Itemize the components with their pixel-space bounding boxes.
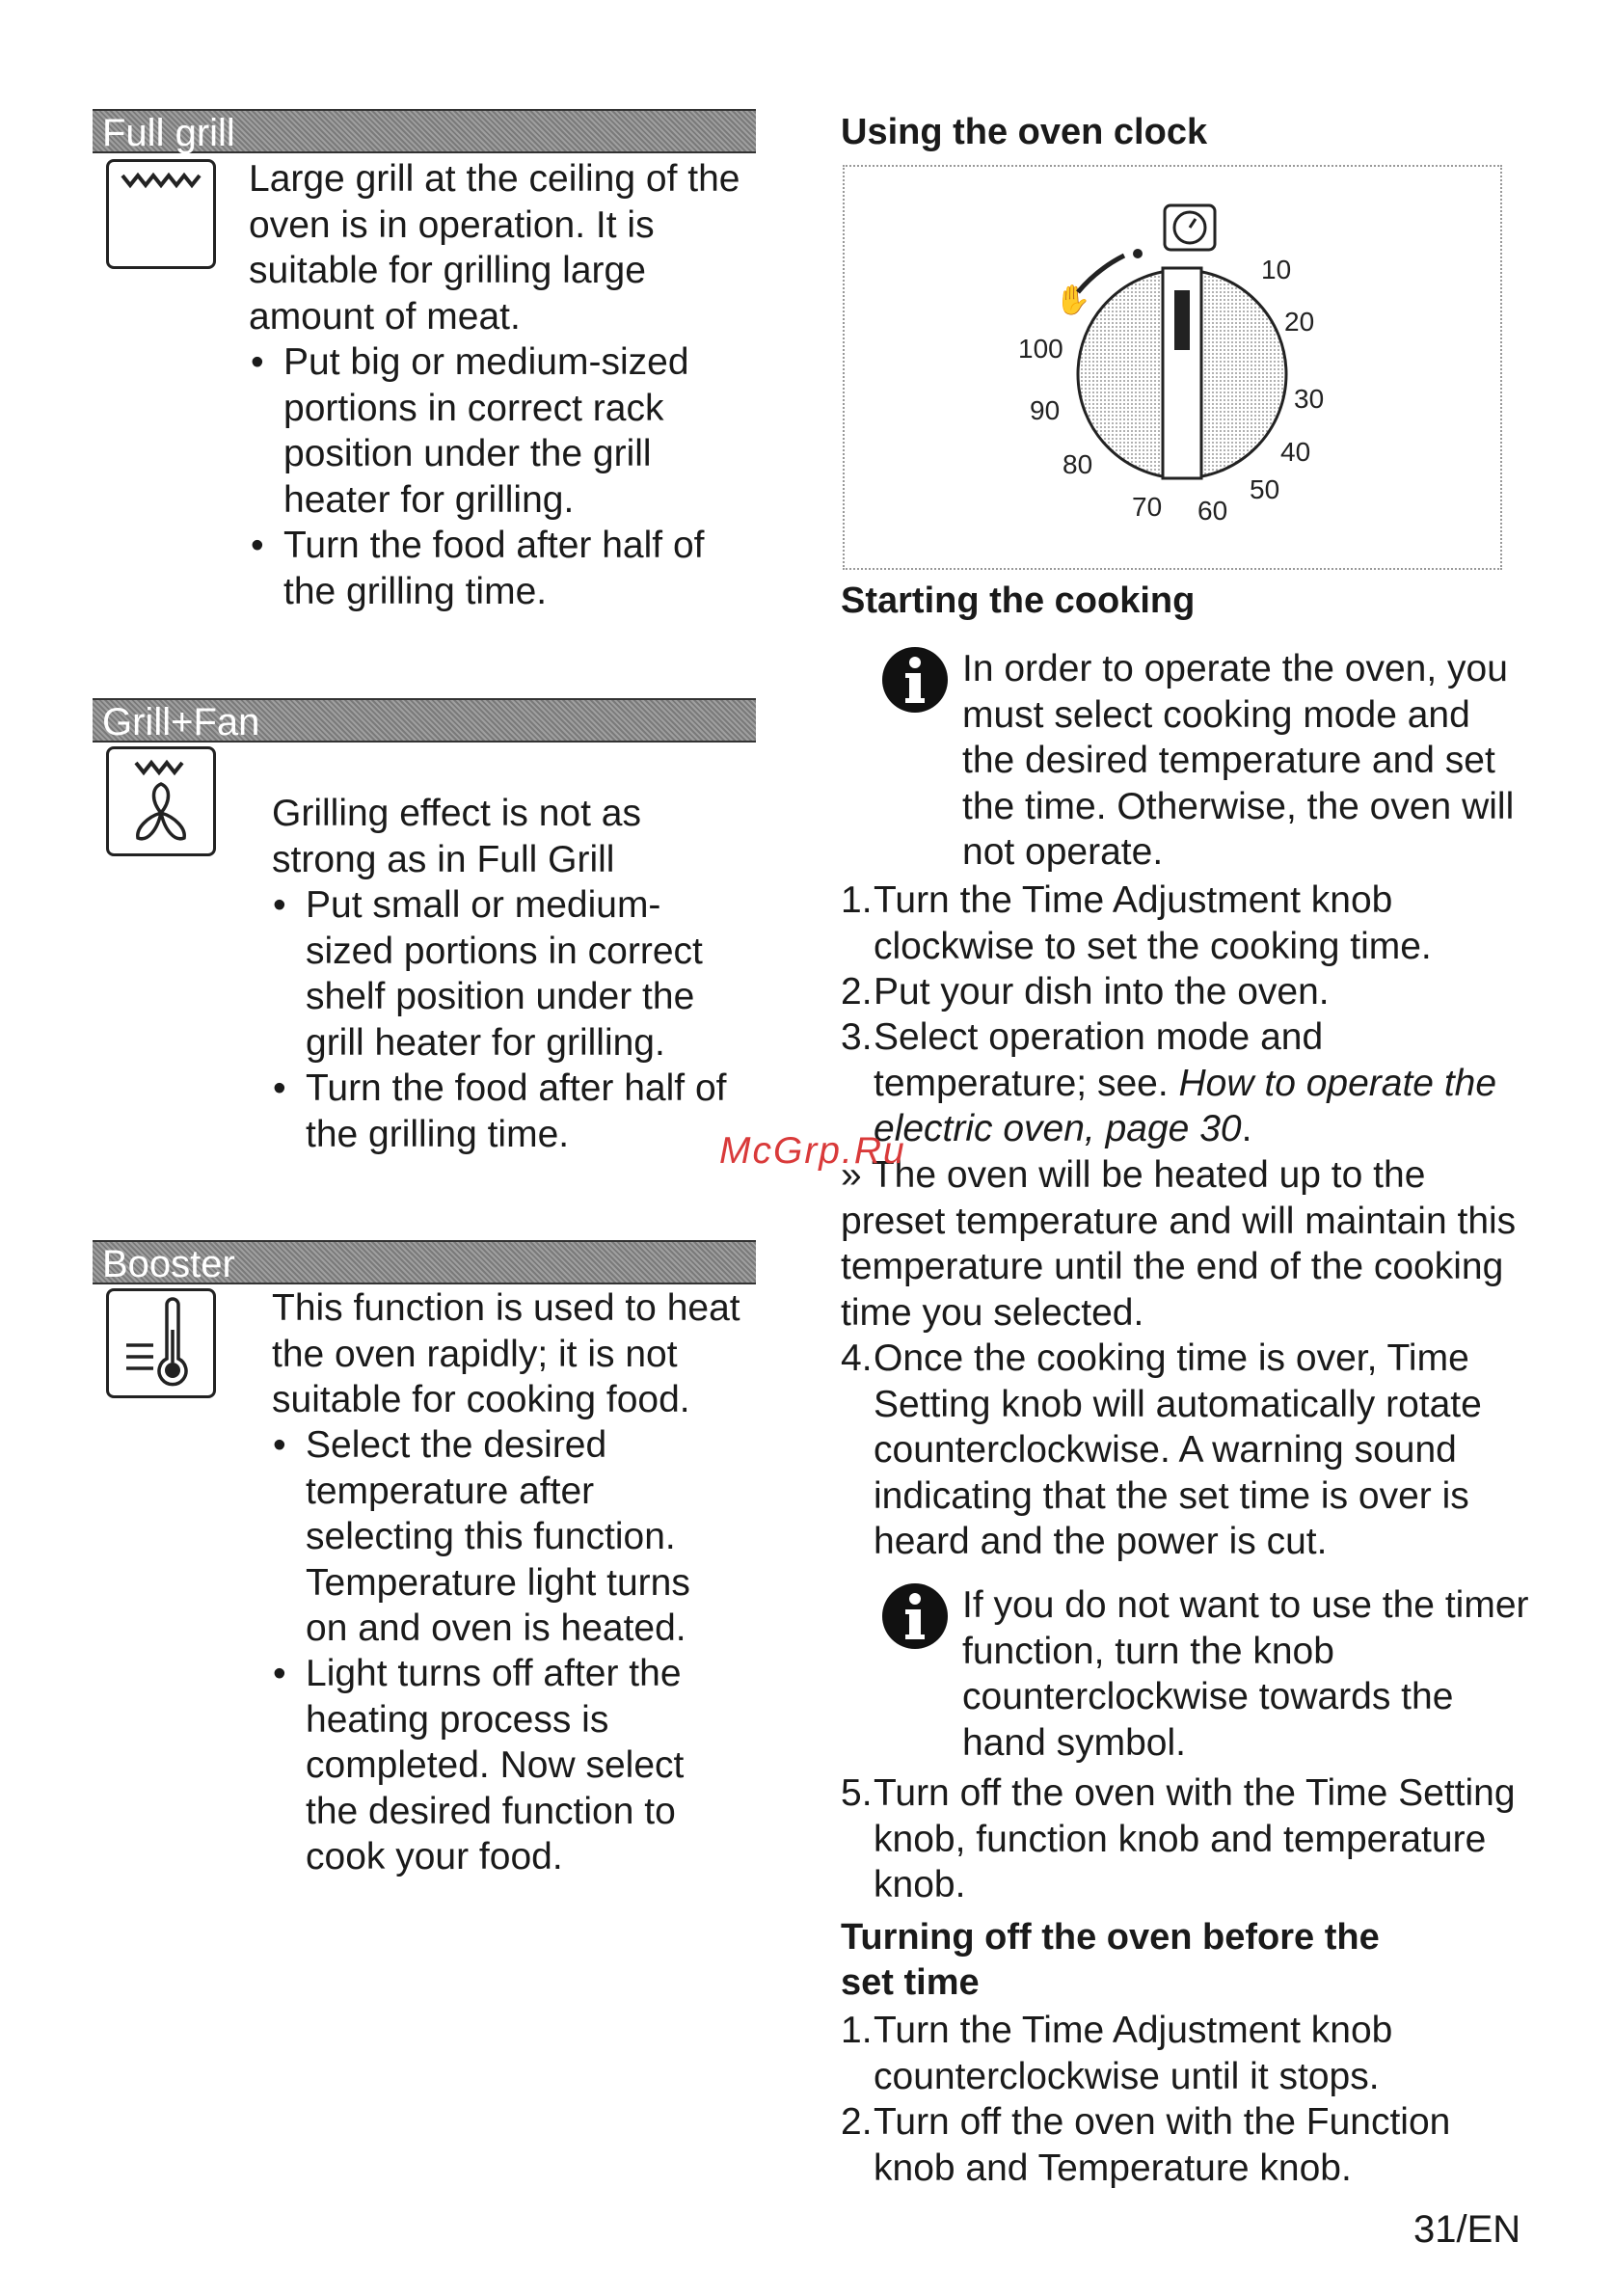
oven-clock-figure bbox=[843, 165, 1502, 570]
timer-symbol-icon bbox=[1165, 205, 1215, 250]
dial-label-70: 70 bbox=[1132, 492, 1163, 522]
step-3: 3. Select operation mode and temperature; see. How to operate the electric oven, page 30. bbox=[841, 1016, 1497, 1149]
grill-fan-bullet-1: • Put small or medium- sized portions in correct shelf position under the grill heater for grilling. bbox=[273, 884, 703, 1064]
dial-label-30: 30 bbox=[1294, 384, 1325, 414]
full-grill-bullet-2: • Turn the food after half of the grilling time. bbox=[251, 525, 705, 612]
page-number: 31/EN bbox=[1413, 2208, 1521, 2251]
section-title-booster: Booster bbox=[102, 1243, 235, 1285]
heading-starting-cooking: Starting the cooking bbox=[841, 581, 1196, 621]
hand-symbol-icon: ✋ bbox=[1055, 284, 1091, 317]
dial-label-50: 50 bbox=[1250, 474, 1280, 504]
booster-bullet-2: • Light turns off after the heating process is completed. Now select the desired function to cook your food. bbox=[273, 1653, 685, 1877]
dial-label-100: 100 bbox=[1018, 334, 1063, 364]
section-bar-full-grill bbox=[93, 109, 756, 153]
heading-turning-off: Turning off the oven before the set time bbox=[841, 1917, 1380, 2003]
section-bar-booster bbox=[93, 1240, 756, 1284]
grill-fan-bullet-2: • Turn the food after half of the grilling time. bbox=[273, 1067, 727, 1155]
step-5: 5. Turn off the oven with the Time Setting knob, function knob and temperature knob. bbox=[841, 1772, 1516, 1905]
full-grill-bullet-1: • Put big or medium-sized portions in correct rack position under the grill heater for grilling. bbox=[251, 341, 689, 521]
step-4: 4. Once the cooking time is over, Time Setting knob will automatically rotate counterclockwise. A warning sound indicating that the set time is over is heard and the power is cut. bbox=[841, 1337, 1482, 1562]
step-2: 2. Put your dish into the oven. bbox=[841, 971, 1330, 1013]
dial-label-10: 10 bbox=[1261, 255, 1292, 284]
step-1: 1. Turn the Time Adjustment knob clockwise to set the cooking time. bbox=[841, 879, 1432, 967]
watermark: McGrp.Ru bbox=[719, 1130, 906, 1172]
info-icon bbox=[881, 1582, 949, 1650]
step-3-result: » The oven will be heated up to the preset temperature and will maintain this temperature until the end of the cooking time you selected. bbox=[841, 1154, 1517, 1334]
timer-dial bbox=[1078, 268, 1286, 478]
turn-off-step-1: 1. Turn the Time Adjustment knob counterclockwise until it stops. bbox=[841, 2010, 1393, 2097]
dial-label-90: 90 bbox=[1030, 395, 1061, 425]
booster-bullet-1: • Select the desired temperature after selecting this function. Temperature light turns on and oven is heated. bbox=[273, 1424, 690, 1649]
section-bar-grill-fan bbox=[93, 698, 756, 743]
dial-label-80: 80 bbox=[1063, 449, 1093, 479]
dial-label-20: 20 bbox=[1284, 307, 1315, 337]
full-grill-icon bbox=[106, 159, 216, 269]
booster-description: This function is used to heat the oven rapidly; it is not suitable for cooking food. bbox=[272, 1287, 740, 1420]
info-icon bbox=[881, 646, 949, 714]
cross-reference: How to operate the bbox=[1178, 1062, 1497, 1104]
grill-fan-description: Grilling effect is not as strong as in Full Grill bbox=[272, 793, 641, 880]
booster-thermometer-icon bbox=[106, 1288, 216, 1398]
full-grill-description: Large grill at the ceiling of the oven is in operation. It is suitable for grilling large amount of meat. bbox=[249, 158, 740, 338]
dial-label-40: 40 bbox=[1280, 437, 1311, 467]
section-title-grill-fan: Grill+Fan bbox=[102, 701, 260, 743]
turn-off-step-2: 2. Turn off the oven with the Function knob and Temperature knob. bbox=[841, 2101, 1451, 2189]
dial-label-60: 60 bbox=[1197, 496, 1228, 526]
section-title-full-grill: Full grill bbox=[102, 112, 235, 154]
grill-fan-icon bbox=[106, 746, 216, 856]
heading-using-oven-clock: Using the oven clock bbox=[841, 112, 1208, 152]
